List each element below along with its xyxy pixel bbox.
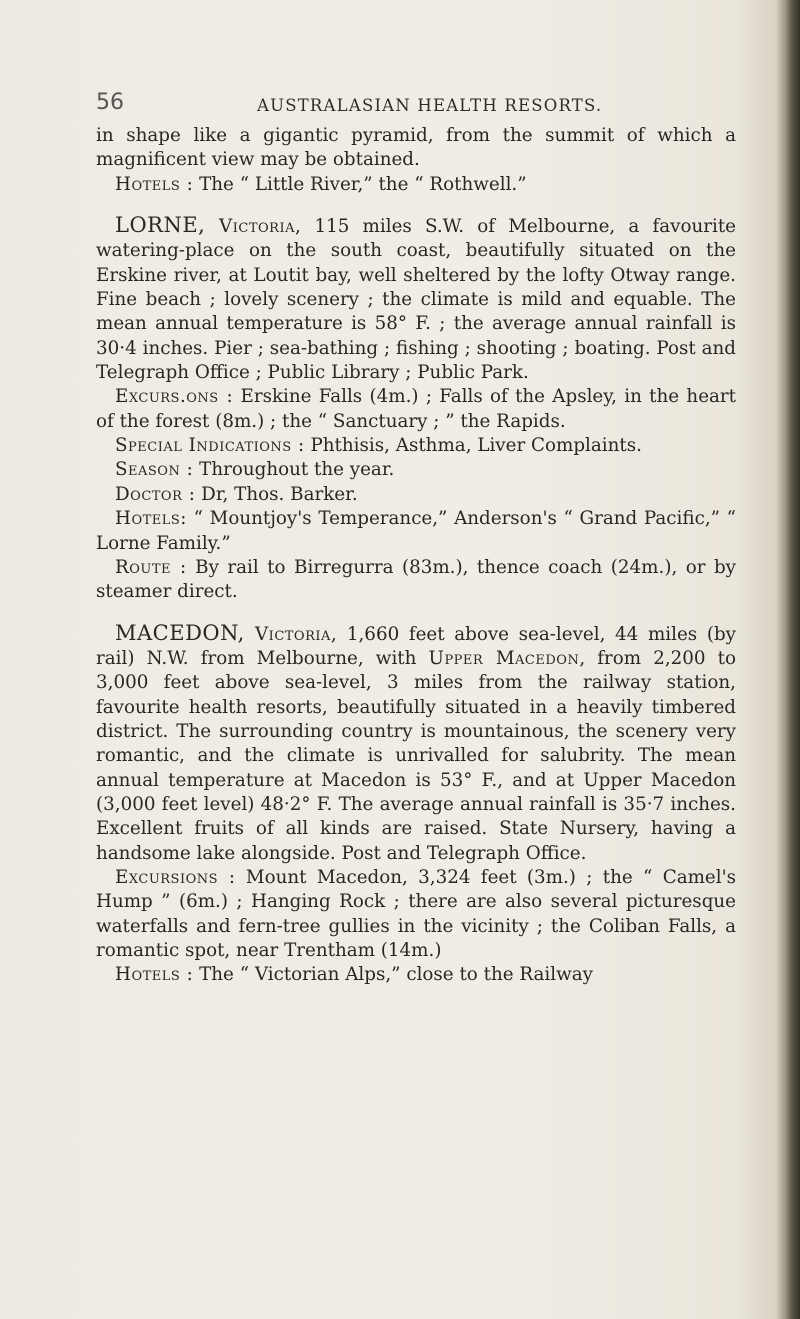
- section-label: Special Indications :: [115, 435, 305, 457]
- running-title: AUSTRALASIAN HEALTH RESORTS.: [257, 96, 603, 115]
- section-label: Excursions :: [115, 866, 236, 888]
- entry-lorne: LORNE, Victoria, 115 miles S.W. of Melbourne, a favourite watering-place on the south coast, beautifully situated on the Erskine river, at Loutit bay, well sheltered by the lofty Otway range. Fine beach ; lovely scenery ; the climate is mild and equable. The mean annual temperature is 58° F. ; the average annual rainfall is 30·4 inches. Pier ; sea-bathing ; fishing ; shooting ; boating. Post and Telegraph Office ; Public Library ; Public Park.: [96, 213, 736, 384]
- state-name: Victoria,: [244, 623, 338, 645]
- page-number: 56: [96, 90, 124, 115]
- section-label: Excurs.ons :: [115, 386, 234, 408]
- page-edge-shadow: [786, 0, 800, 1319]
- place-name: MACEDON,: [115, 620, 245, 645]
- paragraph-pyramid: in shape like a gigantic pyramid, from the summit of which a magnificent view may be obtained.: [96, 125, 736, 171]
- section-label: Route :: [115, 556, 187, 578]
- lorne-doctor: Doctor : Dr, Thos. Barker.: [115, 483, 358, 505]
- place-name: LORNE,: [115, 213, 206, 238]
- section-label: Hotels :: [115, 173, 194, 195]
- lorne-route: Route : By rail to Birregurra (83m.), thence coach (24m.), or by steamer direct.: [96, 556, 736, 603]
- section-label: Hotels:: [115, 508, 187, 530]
- lorne-hotels: Hotels: “ Mountjoy's Temperance,” Anderson's “ Grand Pacific,” “ Lorne Family.”: [96, 508, 736, 554]
- section-label: Season :: [115, 459, 194, 481]
- macedon-hotels: Hotels : The “ Victorian Alps,” close to the Railway: [115, 964, 594, 986]
- upper-macedon: Upper Macedon: [428, 647, 580, 669]
- lorne-excursions: Excurs.ons : Erskine Falls (4m.) ; Falls of the Apsley, in the heart of the forest (8m.) ; the “ Sanctuary ; ” the Rapids.: [96, 386, 736, 432]
- macedon-excursions: Excursions : Mount Macedon, 3,324 feet (3m.) ; the “ Camel's Hump ” (6m.) ; Hanging Rock ; there are also several picturesque waterfalls and fern-tree gullies in the vicinity ; the Coliban Falls, a romantic spot, near Trentham (14m.): [96, 866, 736, 961]
- section-label: Doctor :: [115, 483, 196, 505]
- entry-macedon: MACEDON, Victoria, 1,660 feet above sea-level, 44 miles (by rail) N.W. from Melbourne, with Upper Macedon, from 2,200 to 3,000 feet above sea-level, 3 miles from the railway station, favourite health resorts, beautifully situated in a heavily timbered district. The surrounding country is mountainous, the scenery very romantic, and the climate is unrivalled for salubrity. The mean annual temperature at Macedon is 53° F., and at Upper Macedon (3,000 feet level) 48·2° F. The average annual rainfall is 35·7 inches. Excellent fruits of all kinds are raised. State Nursery, having a handsome lake alongside. Post and Telegraph Office.: [96, 620, 737, 864]
- lorne-season: Season : Throughout the year.: [115, 459, 395, 481]
- page-header: [96, 90, 736, 120]
- lorne-indications: Special Indications : Phthisis, Asthma, Liver Complaints.: [115, 435, 642, 457]
- state-name: Victoria,: [205, 216, 302, 238]
- paragraph-hotels-1: Hotels : The “ Little River,” the “ Rothwell.”: [115, 173, 527, 195]
- section-label: Hotels :: [115, 964, 194, 986]
- body-text: [96, 124, 736, 988]
